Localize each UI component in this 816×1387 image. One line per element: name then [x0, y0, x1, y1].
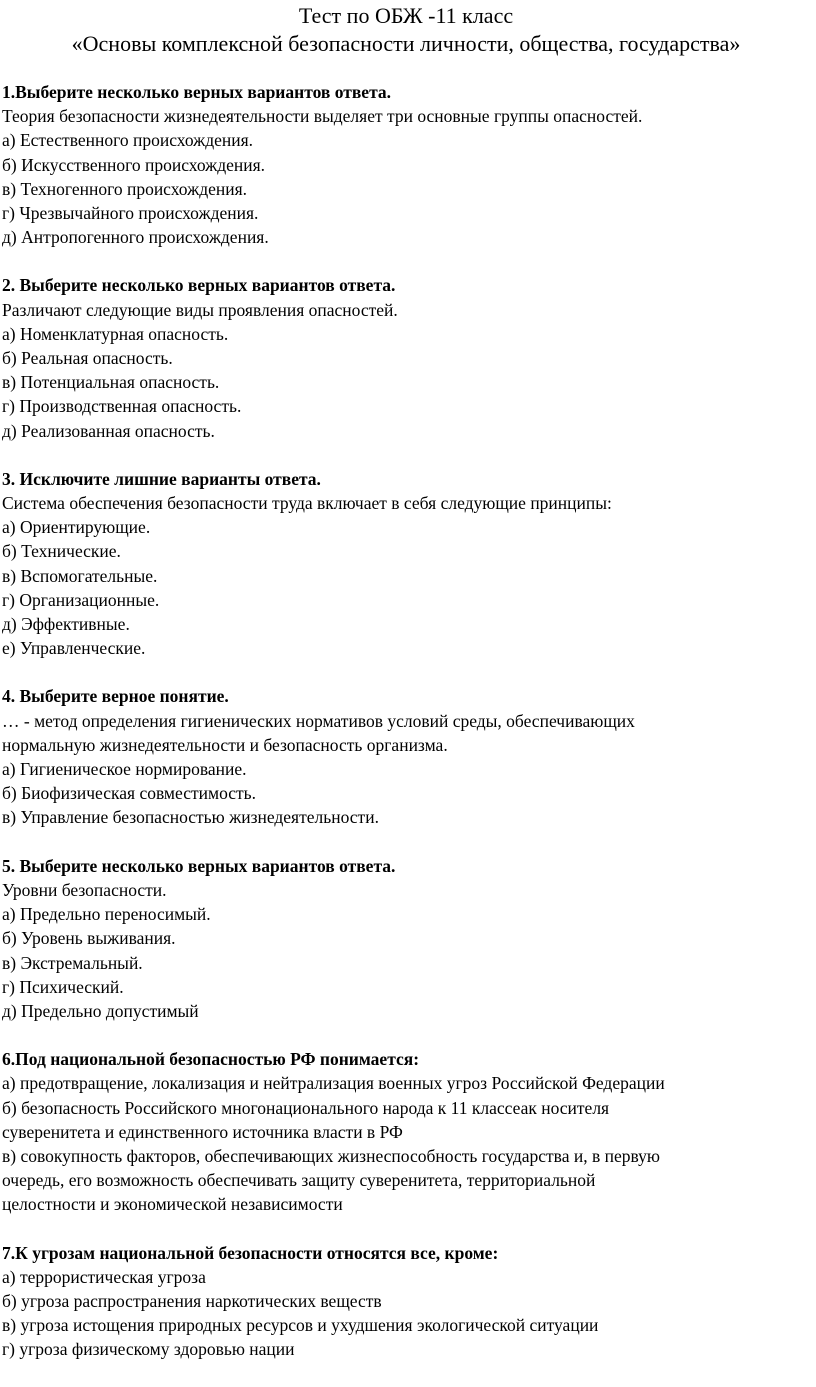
answer-option: а) Предельно переносимый.: [2, 904, 211, 925]
question-heading: 4. Выберите верное понятие.: [2, 686, 229, 707]
document-subtitle: «Основы комплексной безопасности личности, общества, государства»: [71, 31, 741, 56]
question-heading: 7.К угрозам национальной безопасности относятся все, кроме:: [2, 1242, 499, 1263]
answer-option: а) Ориентирующие.: [2, 517, 151, 538]
answer-option: очередь, его возможность обеспечивать защиту суверенитета, территориальной: [2, 1170, 596, 1191]
question-text: Различают следующие виды проявления опасностей.: [2, 299, 398, 320]
question-heading: 6.Под национальной безопасностью РФ понимается:: [2, 1049, 420, 1070]
answer-option: б) Искусственного происхождения.: [2, 154, 266, 175]
answer-option: в) Потенциальная опасность.: [2, 372, 220, 393]
question-block: [2, 1047, 810, 1216]
answer-option: в) угроза истощения природных ресурсов и ухудшения экологической ситуации: [2, 1315, 599, 1336]
question-block: [2, 273, 810, 442]
answer-option: д) Реализованная опасность.: [2, 420, 215, 441]
question-heading: 2. Выберите несколько верных вариантов ответа.: [2, 275, 396, 296]
answer-option: б) Реальная опасность.: [2, 348, 173, 369]
answer-option: е) Управленческие.: [2, 638, 146, 659]
question-heading: 5. Выберите несколько верных вариантов ответа.: [2, 855, 396, 876]
answer-option: д) Антропогенного происхождения.: [2, 227, 269, 248]
question-block: [2, 467, 810, 661]
answer-option: целостности и экономической независимости: [2, 1194, 343, 1215]
answer-option: г) угроза физическому здоровью нации: [2, 1339, 295, 1360]
question-block: [2, 80, 810, 249]
answer-option: г) Психический.: [2, 976, 124, 997]
question-block: [2, 854, 810, 1023]
answer-option: г) Производственная опасность.: [2, 396, 242, 417]
answer-option: в) Техногенного происхождения.: [2, 178, 248, 199]
answer-option: а) террористическая угроза: [2, 1266, 206, 1287]
question-heading: 3. Исключите лишние варианты ответа.: [2, 468, 321, 489]
answer-option: а) предотвращение, локализация и нейтрализация военных угроз Российской Федерации: [2, 1073, 665, 1094]
answer-option: в) совокупность факторов, обеспечивающих жизнеспособность государства и, в первую: [2, 1145, 660, 1166]
answer-option: б) Уровень выживания.: [2, 928, 176, 949]
question-block: [2, 1241, 810, 1362]
question-text: Система обеспечения безопасности труда включает в себя следующие принципы:: [2, 493, 612, 514]
answer-option: б) Биофизическая совместимость.: [2, 783, 257, 804]
answer-option: г) Организационные.: [2, 589, 160, 610]
answer-option: б) Технические.: [2, 541, 121, 562]
questions-list: [2, 80, 810, 1362]
answer-option: в) Вспомогательные.: [2, 565, 158, 586]
question-text: … - метод определения гигиенических нормативов условий среды, обеспечивающих: [2, 710, 635, 731]
answer-option: в) Управление безопасностью жизнедеятельности.: [2, 807, 379, 828]
document-title: Тест по ОБЖ -11 класс: [298, 3, 514, 28]
answer-option: д) Предельно допустимый: [2, 1000, 199, 1021]
answer-option: б) безопасность Российского многонационального народа к 11 классеак носителя: [2, 1097, 610, 1118]
answer-option: а) Гигиеническое нормирование.: [2, 759, 247, 780]
question-text: Уровни безопасности.: [2, 879, 167, 900]
question-text: нормальную жизнедеятельности и безопасность организма.: [2, 734, 448, 755]
answer-option: в) Экстремальный.: [2, 952, 143, 973]
question-block: [2, 684, 810, 829]
answer-option: суверенитета и единственного источника власти в РФ: [2, 1121, 403, 1142]
answer-option: г) Чрезвычайного происхождения.: [2, 203, 259, 224]
answer-option: а) Номенклатурная опасность.: [2, 323, 229, 344]
answer-option: б) угроза распространения наркотических веществ: [2, 1290, 382, 1311]
question-heading: 1.Выберите несколько верных вариантов ответа.: [2, 82, 391, 102]
answer-option: а) Естественного происхождения.: [2, 130, 254, 151]
question-text: Теория безопасности жизнедеятельности выделяет три основные группы опасностей.: [2, 106, 643, 127]
answer-option: д) Эффективные.: [2, 614, 130, 635]
